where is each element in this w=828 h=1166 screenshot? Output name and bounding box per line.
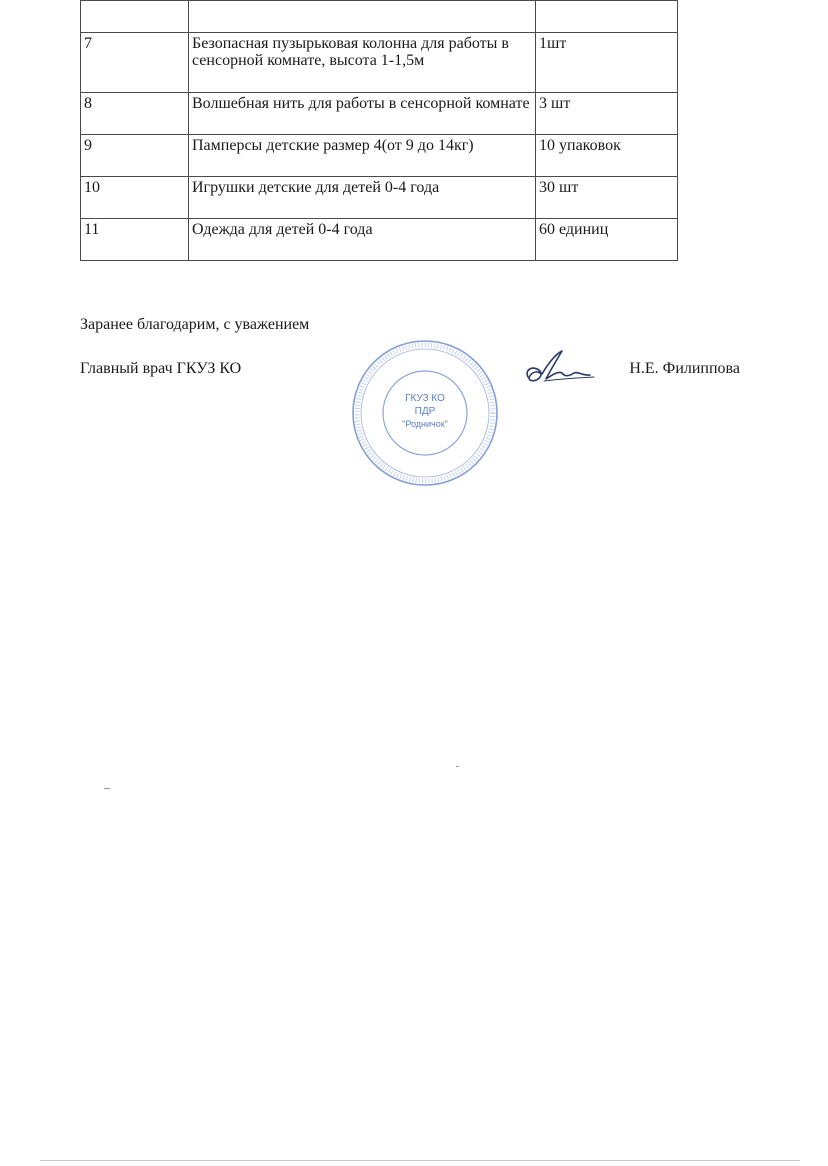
row-number-cell: 11 [81,219,189,261]
row-number-cell: 10 [81,177,189,219]
stamp-line-3: "Родничок" [402,419,448,429]
signer-name: Н.Е. Филиппова [629,360,740,377]
table-row [81,177,678,219]
stamp-line-1: ГКУЗ КО [405,393,445,404]
quantity-cell: 3 шт [536,93,678,135]
quantity-cell [536,1,678,33]
table-row [81,33,678,93]
quantity-cell: 10 упаковок [536,135,678,177]
row-number-cell: 7 [81,33,189,93]
row-number-cell: 8 [81,93,189,135]
item-name-cell: Безопасная пузырьковая колонна для работы в сенсорной комнате, высота 1-1,5м [189,33,536,93]
scan-speck [456,766,459,767]
scan-speck [104,788,110,789]
quantity-cell: 30 шт [536,177,678,219]
item-name-cell: Одежда для детей 0-4 года [189,219,536,261]
item-name-cell [189,1,536,33]
signer-position: Главный врач ГКУЗ КО [80,360,242,377]
table-row [81,219,678,261]
quantity-cell: 1шт [536,33,678,93]
scan-edge-line [40,1160,800,1161]
item-name-cell: Волшебная нить для работы в сенсорной комнате [189,93,536,135]
stamp-line-2: ПДР [414,406,436,417]
closing-phrase: Заранее благодарим, с уважением [80,316,310,333]
table-row [81,1,678,33]
item-name-cell: Игрушки детские для детей 0-4 года [189,177,536,219]
row-number-cell [81,1,189,33]
handwritten-signature [520,345,600,395]
row-number-cell: 9 [81,135,189,177]
table-row [81,93,678,135]
official-stamp [350,338,500,488]
table-row [81,135,678,177]
item-name-cell: Памперсы детские размер 4(от 9 до 14кг) [189,135,536,177]
quantity-cell: 60 единиц [536,219,678,261]
items-table [80,0,678,261]
